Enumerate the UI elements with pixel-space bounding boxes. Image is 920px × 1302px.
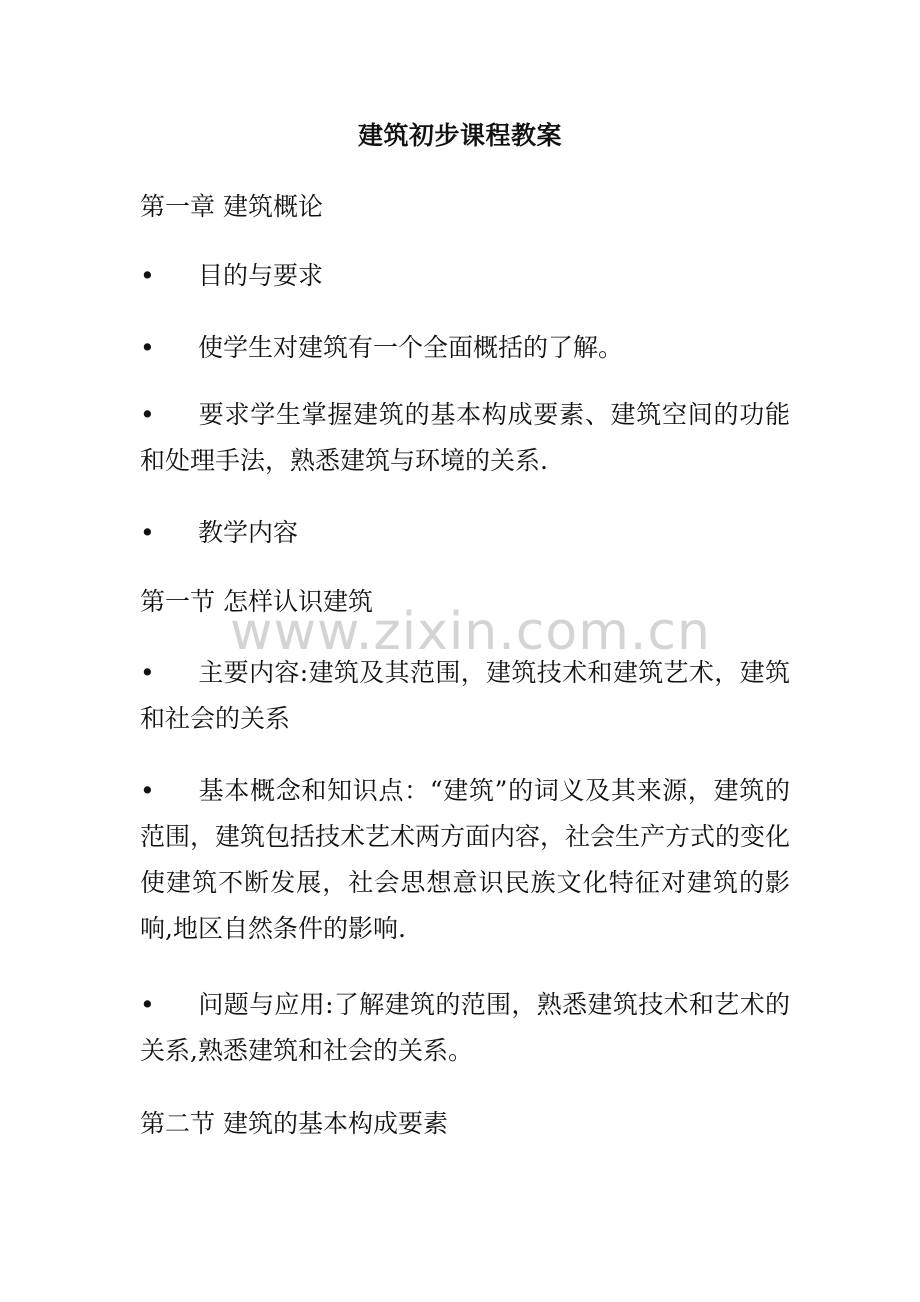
bullet-icon: •	[140, 400, 155, 429]
document-title: 建筑初步课程教案	[357, 121, 562, 150]
list-item-text: 基本概念和知识点：“建筑”的词义及其来源，建筑的范围，建筑包括技术艺术两方面内容，社会生产方式的变化使建筑不断发展，社会思想意识民族文化特征对建筑的影响,地区自然条件的影响.	[140, 776, 791, 943]
list-item-text: 主要内容:建筑及其范围，建筑技术和建筑艺术，建筑和社会的关系	[140, 658, 790, 733]
list-item	[140, 325, 790, 371]
list-item	[140, 982, 790, 1074]
section-heading: 第二节 建筑的基本构成要素	[140, 1109, 448, 1138]
bullet-icon: •	[140, 776, 155, 805]
bullet-icon: •	[140, 333, 155, 362]
bullet-icon: •	[140, 518, 155, 547]
bullet-icon: •	[140, 990, 155, 1019]
list-item	[140, 768, 790, 952]
list-item-text: 使学生对建筑有一个全面概括的了解。	[198, 333, 624, 362]
list-item	[140, 510, 790, 556]
list-item-text: 问题与应用:了解建筑的范围，熟悉建筑技术和艺术的关系,熟悉建筑和社会的关系。	[140, 990, 790, 1065]
bullet-icon: •	[140, 658, 155, 687]
list-item	[140, 253, 790, 299]
watermark: www.zixin.com.cn	[230, 602, 711, 662]
list-item-text: 教学内容	[198, 518, 299, 547]
chapter-heading: 第一章 建筑概论	[140, 192, 323, 221]
section-heading: 第一节 怎样认识建筑	[140, 587, 373, 616]
bullet-icon: •	[140, 261, 155, 290]
list-item	[140, 650, 790, 742]
list-item-text: 目的与要求	[198, 261, 324, 290]
list-item	[140, 392, 790, 484]
list-item-text: 要求学生掌握建筑的基本构成要素、建筑空间的功能和处理手法，熟悉建筑与环境的关系.	[140, 400, 790, 475]
